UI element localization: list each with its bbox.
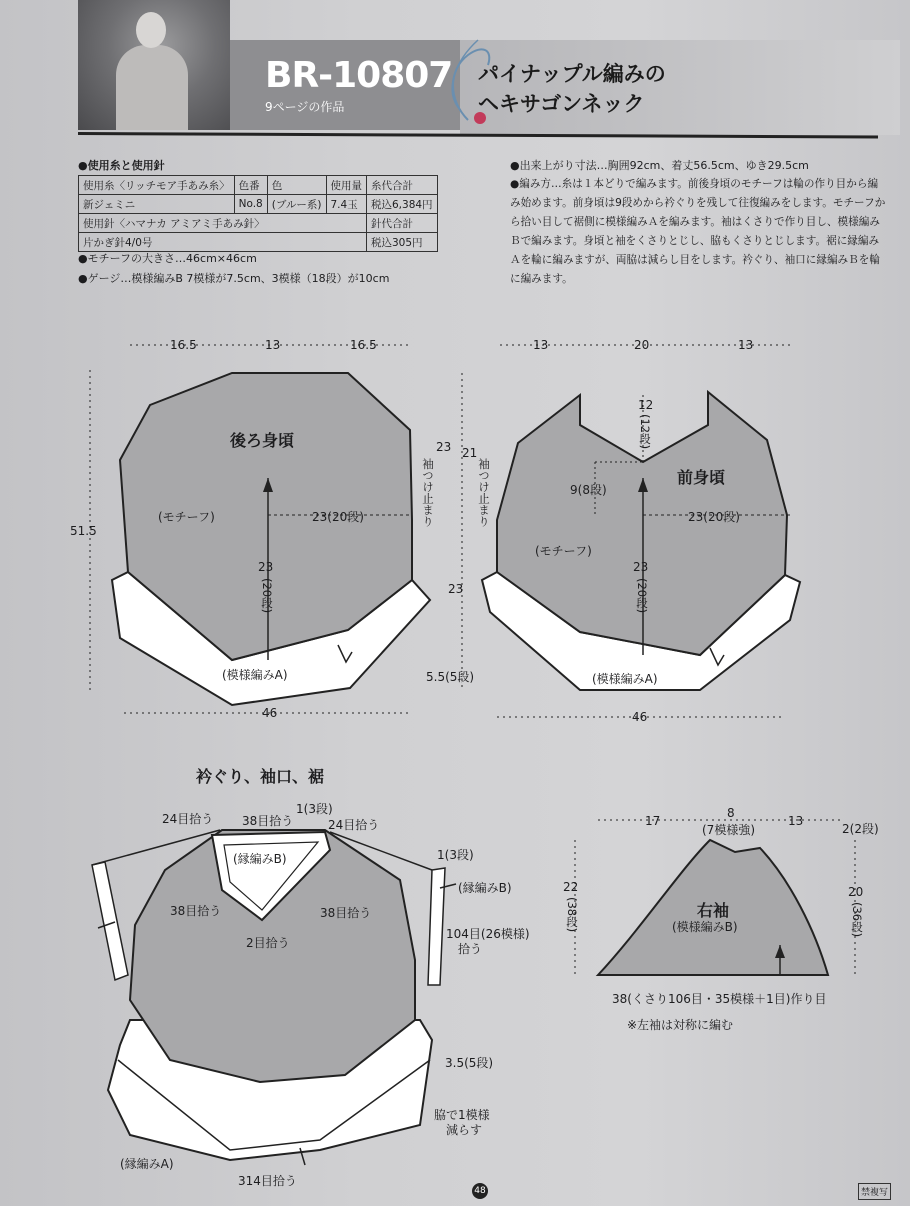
finishing-pick104-suffix: 拾う xyxy=(458,942,483,956)
yarn-col-brand: 使用糸〈リッチモア手あみ糸〉 xyxy=(79,176,235,195)
back-top-1: 16.5 xyxy=(170,338,197,352)
needle-total-label: 針代合計 xyxy=(367,214,438,233)
finishing-pick24-left: 24目拾う xyxy=(162,812,214,826)
front-sleeve-mark: 袖つけ止まり xyxy=(477,458,491,527)
yarn-col-color: 色 xyxy=(267,176,326,195)
front-radius-v-rows: (20段) xyxy=(635,578,649,614)
yarn-col-total: 糸代合計 xyxy=(367,176,438,195)
finishing-hem-rows: 3.5(5段) xyxy=(445,1056,494,1070)
finishing-pick24-right: 24目拾う xyxy=(328,818,380,832)
finishing-edging-a: (縁編みA) xyxy=(120,1157,174,1171)
sleeve-title: 右袖 xyxy=(697,901,730,920)
finishing-pick38-left: 38目拾う xyxy=(170,904,222,918)
materials-heading: ●使用糸と使用針 xyxy=(78,159,165,172)
finishing-diagram xyxy=(92,830,456,1165)
back-pattern-label: (模様編みA) xyxy=(222,668,288,682)
sleeve-top-1: 17 xyxy=(645,814,661,828)
front-pattern-label: (模様編みA) xyxy=(592,672,658,686)
yarn-price: 税込6,384円 xyxy=(367,195,438,214)
yarn-color-no: No.8 xyxy=(234,195,267,214)
back-piece-diagram xyxy=(90,345,462,713)
back-upper-height: 23 xyxy=(436,440,452,454)
sleeve-top-3: 13 xyxy=(788,814,804,828)
finishing-edging-b-neck: (縁編みB) xyxy=(233,852,287,866)
back-motif-label: (モチーフ) xyxy=(158,510,215,524)
front-piece-title: 前身頃 xyxy=(677,468,726,487)
front-neck-rows: (12段) xyxy=(638,414,652,450)
front-neck: 12 xyxy=(638,398,654,412)
needle-price: 税込305円 xyxy=(367,233,438,252)
back-top-3: 16.5 xyxy=(350,338,377,352)
yarn-color: (ブルー系) xyxy=(267,195,326,214)
page-number: 48 xyxy=(472,1183,488,1199)
back-radius-h: 23(20段) xyxy=(312,510,364,524)
title-line-2: ヘキサゴンネック xyxy=(478,92,645,116)
sleeve-left-rows: (38段) xyxy=(565,897,579,933)
back-piece-title: 後ろ身頃 xyxy=(230,431,295,450)
pattern-code: BR-10807 xyxy=(265,55,453,96)
front-motif-label: (モチーフ) xyxy=(535,544,592,558)
yarn-amount: 7.4玉 xyxy=(326,195,367,214)
sleeve-top-2: 8 xyxy=(727,806,735,820)
needle-name: 片かぎ針4/0号 xyxy=(79,233,367,252)
yarn-name: 新ジェミニ xyxy=(79,195,235,214)
finishing-decrease-2: 減らす xyxy=(446,1123,483,1137)
finishing-rows1-cuff: 1(3段) xyxy=(437,848,474,862)
back-height: 51.5 xyxy=(70,524,97,538)
finishing-edging-b-cuff: (縁編みB) xyxy=(458,881,512,895)
finishing-pick104: 104目(26模様) xyxy=(446,927,530,941)
front-neck-depth: 9(8段) xyxy=(570,483,607,497)
sleeve-right-height: 20 xyxy=(848,885,864,899)
back-width: 46 xyxy=(262,706,278,720)
yarn-col-colorno: 色番 xyxy=(234,176,267,195)
instructions-text: ●編み方…糸は１本どりで編みます。前後身頃のモチーフは輪の作り目から編み始めます。前身頃は9段めから衿ぐりを残して往復編みをします。モチーフから拾い目して裾側に模様編みＡを編みます。袖はくさりで作り目し、模様編みＢで編みます。身頃と袖をくさりとじし、脇もくさりとじします。裾に縁編みＡを輪に編みますが、両脇は減らし目をします。衿ぐり、袖口に縁編みＢを輪に編みます。 xyxy=(510,178,886,285)
finishing-decrease-1: 脇で1模様 xyxy=(434,1108,490,1122)
finishing-left-cuff xyxy=(92,862,128,980)
copy-protect-badge: 禁複写 xyxy=(858,1183,891,1200)
yarn-col-amount: 使用量 xyxy=(326,176,367,195)
front-top-3: 13 xyxy=(738,338,754,352)
finishing-rows1-neck: 1(3段) xyxy=(296,802,333,816)
finishing-pick2: 2目拾う xyxy=(246,936,290,950)
finished-size: ●出来上がり寸法…胸囲92cm、着丈56.5cm、ゆき29.5cm xyxy=(510,159,809,172)
sleeve-right-rows: (36段) xyxy=(850,902,864,938)
hem-rows: 5.5(5段) xyxy=(426,670,475,684)
back-radius-v-rows: (20段) xyxy=(260,578,274,614)
finishing-right-cuff xyxy=(428,868,445,985)
back-radius-v: 23 xyxy=(258,560,274,574)
back-top-2: 13 xyxy=(265,338,281,352)
gauge: ●ゲージ…模様編みB 7模様が7.5cm、3模様（18段）が10cm xyxy=(78,272,390,285)
front-width: 46 xyxy=(632,710,648,724)
motif-size: ●モチーフの大きさ…46cm×46cm xyxy=(78,252,257,265)
front-top-1: 13 xyxy=(533,338,549,352)
sleeve-left-height: 22 xyxy=(563,880,579,894)
finishing-pick38-top: 38目拾う xyxy=(242,814,294,828)
finishing-pick314: 314目拾う xyxy=(238,1174,297,1188)
finishing-pick38-right: 38目拾う xyxy=(320,906,372,920)
front-side-height: 21 xyxy=(462,446,478,460)
sleeve-pattern-label: (模様編みB) xyxy=(672,920,738,934)
sleeve-bottom-foundation: 38(くさり106目・35模様＋1目)作り目 xyxy=(612,992,827,1006)
lower-height: 23 xyxy=(448,582,464,596)
front-radius-v: 23 xyxy=(633,560,649,574)
title-line-1: パイナップル編みの xyxy=(478,62,666,86)
back-sleeve-mark: 袖つけ止まり xyxy=(421,458,435,527)
page-reference: 9ページの作品 xyxy=(265,100,345,114)
sleeve-rows2: 2(2段) xyxy=(842,822,879,836)
sleeve-top-note: (7模様強) xyxy=(702,823,755,837)
sleeve-note: ※左袖は対称に編む xyxy=(627,1018,734,1032)
finishing-title: 衿ぐり、袖口、裾 xyxy=(196,767,325,786)
front-top-2: 20 xyxy=(634,338,650,352)
needle-label: 使用針〈ハマナカ アミアミ手あみ針〉 xyxy=(79,214,367,233)
front-radius-h: 23(20段) xyxy=(688,510,740,524)
